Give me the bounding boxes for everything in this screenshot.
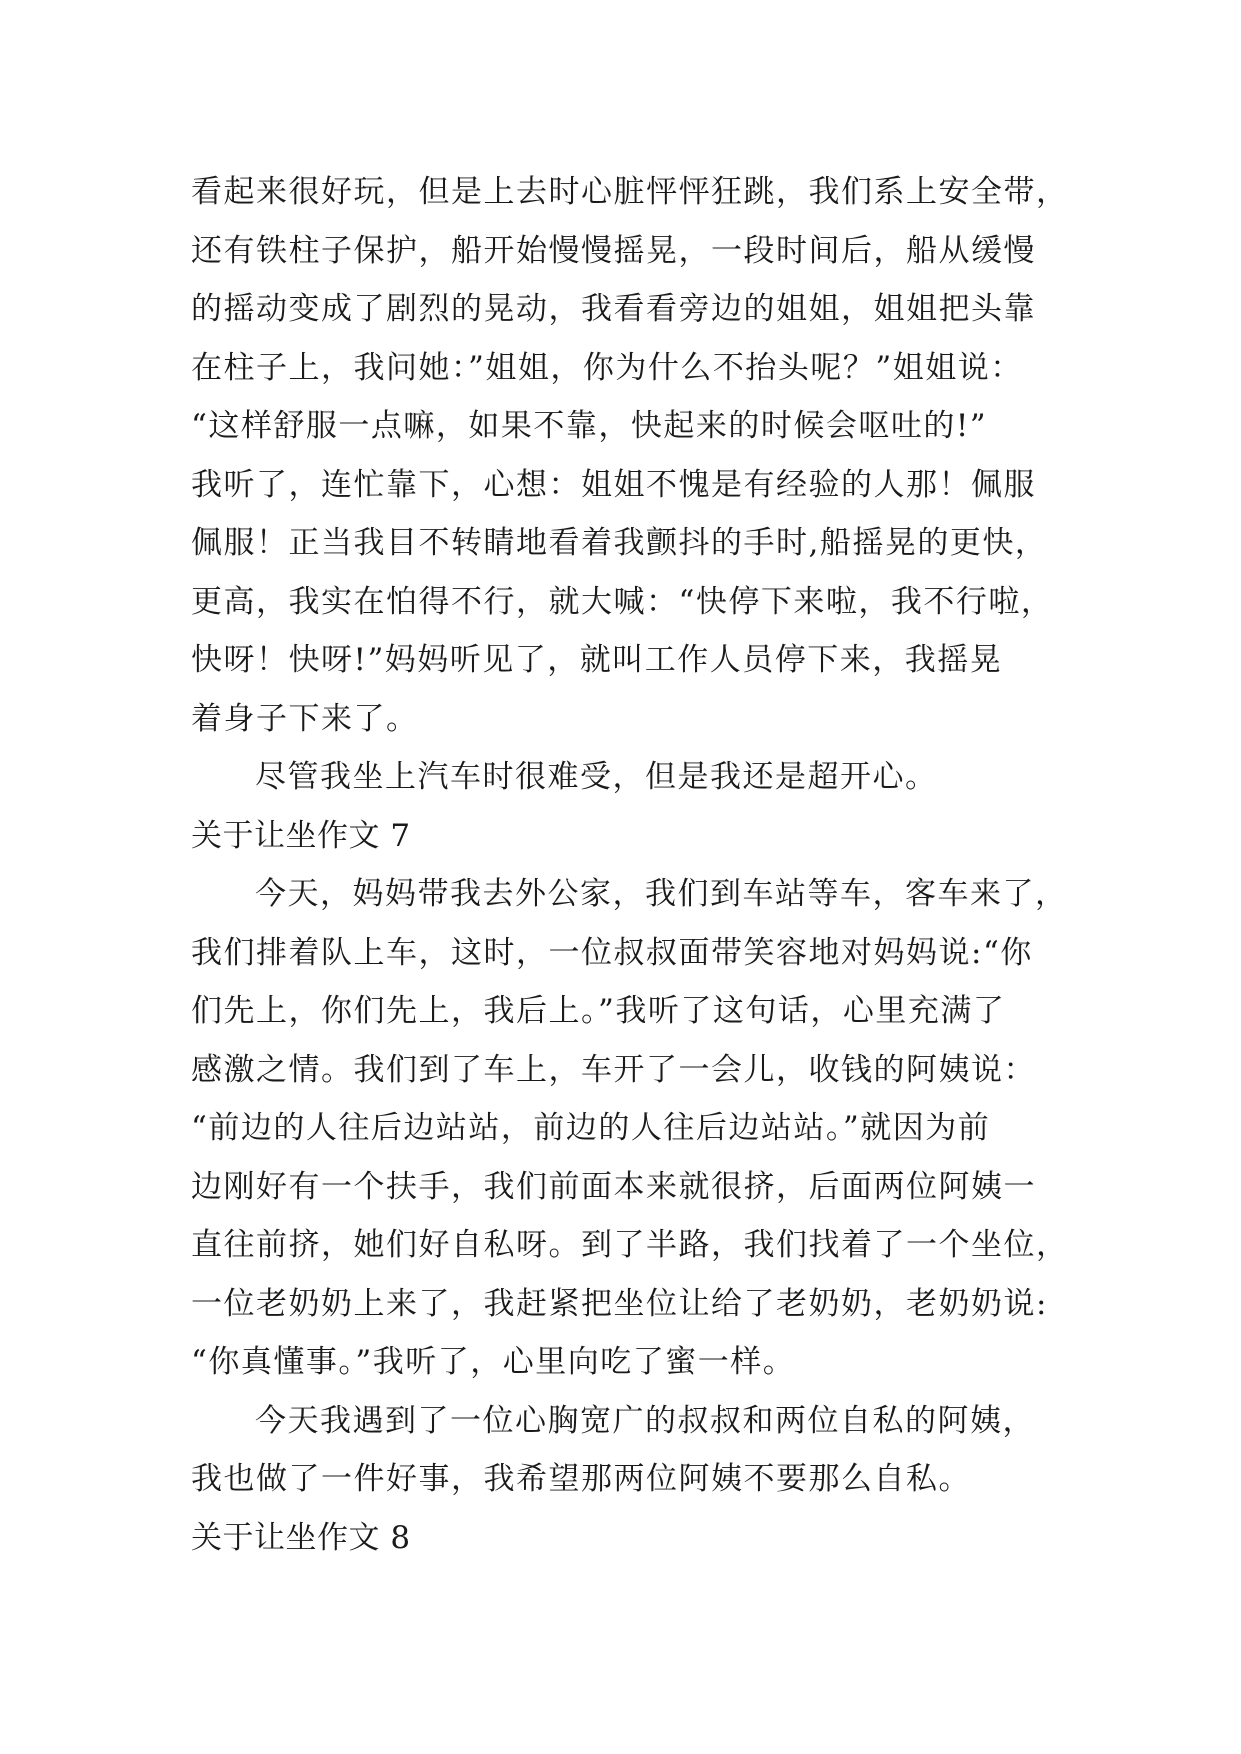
text-line: 在柱子上，我问她：”姐姐，你为什么不抬头呢？”姐姐说： xyxy=(191,349,1023,386)
text-line: 的摇动变成了剧烈的晃动，我看看旁边的姐姐，姐姐把头靠 xyxy=(191,291,1036,327)
document-body xyxy=(191,163,1091,1567)
text-line: 一位老奶奶上来了，我赶紧把坐位让给了老奶奶，老奶奶说: xyxy=(191,1285,1048,1322)
section-heading: 关于让坐作文 8 xyxy=(191,1519,411,1556)
text-line: 快呀！快呀!”妈妈听见了，就叫工作人员停下来，我摇晃 xyxy=(191,642,1003,678)
text-line: 我也做了一件好事，我希望那两位阿姨不要那么自私。 xyxy=(191,1461,971,1497)
text-line: 看起来很好玩，但是上去时心脏怦怦狂跳，我们系上安全带， xyxy=(191,174,1069,210)
text-line: 着身子下来了。 xyxy=(191,700,419,737)
text-line: 直往前挤，她们好自私呀。到了半路，我们找着了一个坐位， xyxy=(191,1227,1069,1263)
text-line: 我听了，连忙靠下，心想：姐姐不愧是有经验的人那！佩服 xyxy=(191,466,1036,503)
text-line: 感激之情。我们到了车上，车开了一会儿，收钱的阿姨说： xyxy=(191,1051,1036,1088)
text-line: 今天我遇到了一位心胸宽广的叔叔和两位自私的阿姨， xyxy=(255,1402,1035,1439)
text-line: 还有铁柱子保护，船开始慢慢摇晃，一段时间后，船从缓慢 xyxy=(191,232,1036,269)
text-line: “前边的人往后边站站，前边的人往后边站站。”就因为前 xyxy=(191,1110,991,1146)
text-line: 我们排着队上车，这时，一位叔叔面带笑容地对妈妈说:“你 xyxy=(191,934,1033,971)
text-line: 边刚好有一个扶手，我们前面本来就很挤，后面两位阿姨一 xyxy=(191,1168,1036,1205)
text-line: 们先上，你们先上，我后上。”我听了这句话，心里充满了 xyxy=(191,993,1006,1029)
text-line: 今天，妈妈带我去外公家，我们到车站等车，客车来了， xyxy=(255,876,1068,912)
section-heading: 关于让坐作文 7 xyxy=(191,817,411,854)
text-line: 更高，我实在怕得不行，就大喊：“快停下来啦，我不行啦， xyxy=(191,583,1054,620)
text-line: “你真懂事。”我听了，心里向吃了蜜一样。 xyxy=(191,1344,796,1380)
text-line: “这样舒服一点嘛，如果不靠，快起来的时候会呕吐的!” xyxy=(191,408,988,444)
text-line: 尽管我坐上汽车时很难受，但是我还是超开心。 xyxy=(255,759,938,795)
text-line: 佩服！正当我目不转睛地看着我颤抖的手时,船摇晃的更快， xyxy=(191,525,1048,561)
